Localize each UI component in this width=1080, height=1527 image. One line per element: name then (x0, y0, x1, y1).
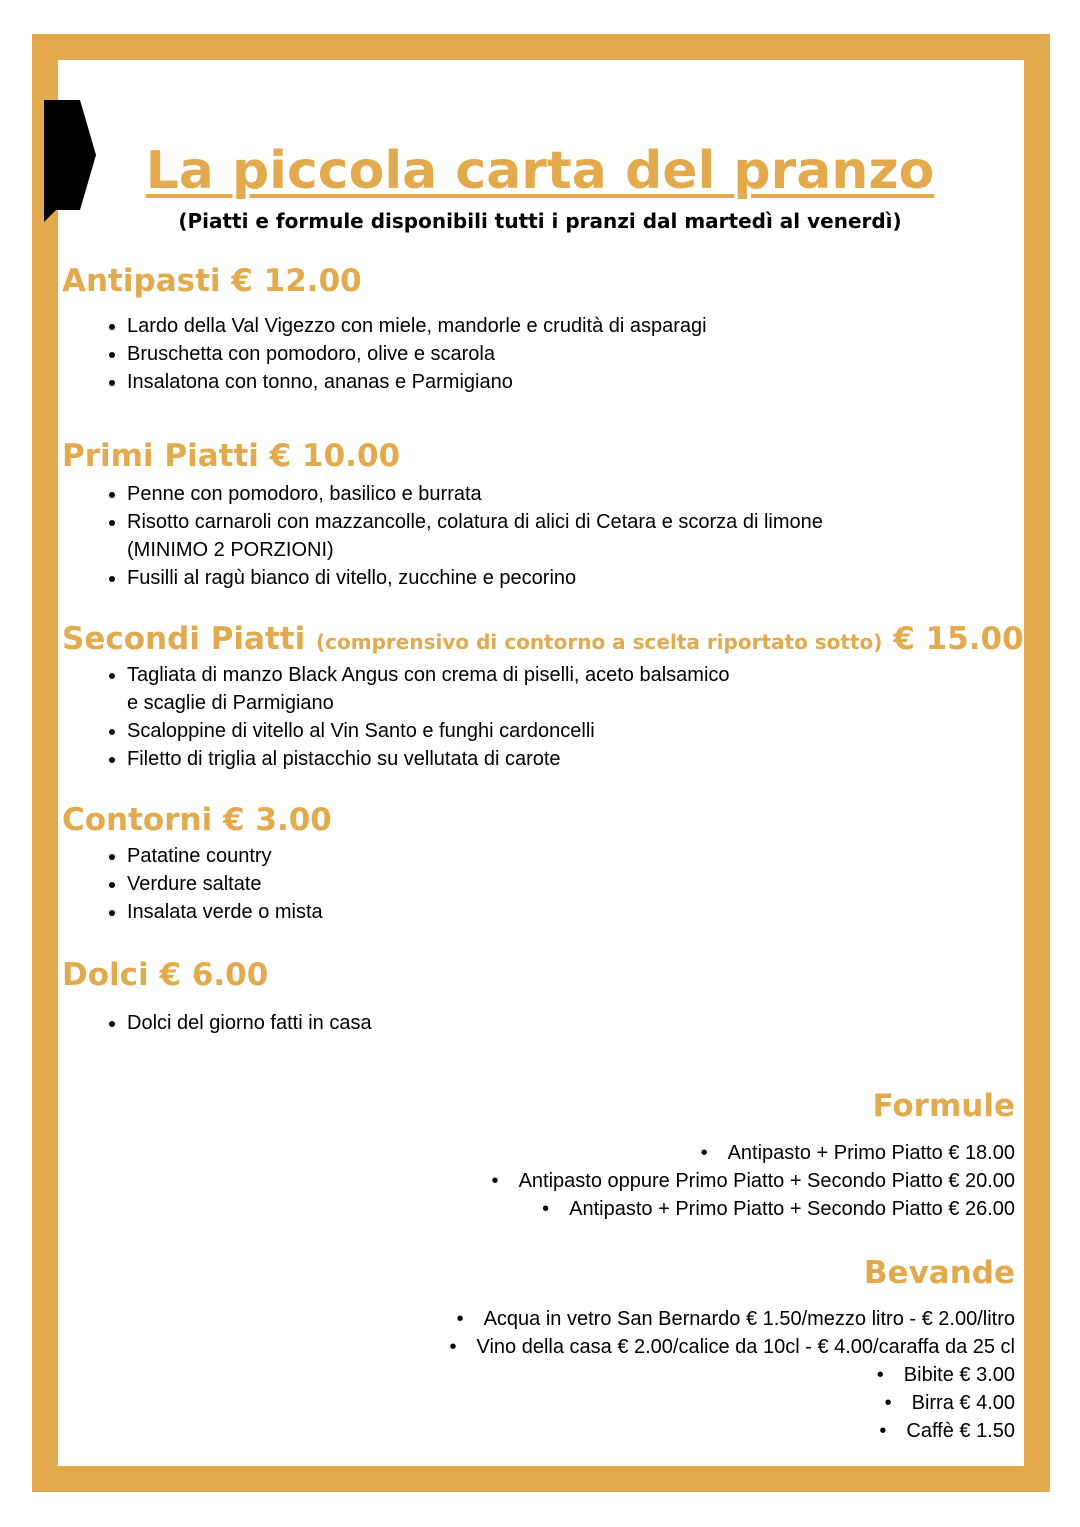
list-item: • Antipasto + Primo Piatto + Secondo Piatto € 26.00 (492, 1195, 1015, 1223)
list-item (127, 661, 730, 717)
secondi-heading (62, 619, 1024, 662)
list-item: • Antipasto oppure Primo Piatto + Secondo Piatto € 20.00 (492, 1167, 1015, 1195)
list-item: • Vino della casa € 2.00/calice da 10cl - € 4.00/caraffa da 25 cl (449, 1333, 1015, 1361)
page-title: La piccola carta del pranzo (145, 141, 935, 201)
list-item: • Filetto di triglia al pistacchio su vellutata di carote (127, 745, 730, 773)
bevande-list (449, 1305, 1015, 1445)
list-item: • Antipasto + Primo Piatto € 18.00 (492, 1139, 1015, 1167)
dolci-list (62, 1009, 372, 1037)
list-item: • Patatine country (127, 842, 323, 870)
list-item: • Acqua in vetro San Bernardo € 1.50/mezzo litro - € 2.00/litro (449, 1305, 1015, 1333)
list-item: • Dolci del giorno fatti in casa (127, 1009, 372, 1037)
list-item: • Lardo della Val Vigezzo con miele, mandorle e crudità di asparagi (127, 312, 707, 340)
list-item: • Birra € 4.00 (449, 1389, 1015, 1417)
contorni-list (62, 842, 323, 926)
contorni-heading: Contorni € 3.00 (62, 802, 332, 838)
dolci-heading: Dolci € 6.00 (62, 957, 269, 993)
list-item-text: e scaglie di Parmigiano (127, 692, 334, 714)
secondi-heading-title: Secondi Piatti (62, 621, 306, 657)
formule-list (492, 1139, 1015, 1223)
bevande-heading: Bevande (863, 1255, 1015, 1291)
formule-heading: Formule (872, 1088, 1015, 1124)
secondi-list (62, 661, 730, 773)
list-item-text: Tagliata di manzo Black Angus con crema di piselli, aceto balsamico (127, 664, 730, 686)
primi-heading: Primi Piatti € 10.00 (62, 438, 401, 474)
secondi-heading-note: (comprensivo di contorno a scelta riportato sotto) (316, 630, 883, 654)
list-item: • Penne con pomodoro, basilico e burrata (127, 480, 823, 508)
list-item: • Fusilli al ragù bianco di vitello, zucchine e pecorino (127, 564, 823, 592)
antipasti-list (62, 312, 707, 396)
list-item-text: Risotto carnaroli con mazzancolle, colatura di alici di Cetara e scorza di limone (127, 511, 823, 533)
page-subtitle: (Piatti e formule disponibili tutti i pranzi dal martedì al venerdì) (178, 209, 902, 233)
list-item: • Insalatona con tonno, ananas e Parmigiano (127, 368, 707, 396)
list-item: • Insalata verde o mista (127, 898, 323, 926)
antipasti-heading: Antipasti € 12.00 (62, 263, 362, 299)
list-item: • Bibite € 3.00 (449, 1361, 1015, 1389)
list-item: • Bruschetta con pomodoro, olive e scarola (127, 340, 707, 368)
list-item (127, 508, 823, 564)
list-item: • Caffè € 1.50 (449, 1417, 1015, 1445)
secondi-heading-price: € 15.00 (893, 621, 1024, 657)
list-item: • Scaloppine di vitello al Vin Santo e funghi cardoncelli (127, 717, 730, 745)
list-item: • Verdure saltate (127, 870, 323, 898)
primi-list (62, 480, 823, 592)
list-item-text: (MINIMO 2 PORZIONI) (127, 539, 334, 561)
